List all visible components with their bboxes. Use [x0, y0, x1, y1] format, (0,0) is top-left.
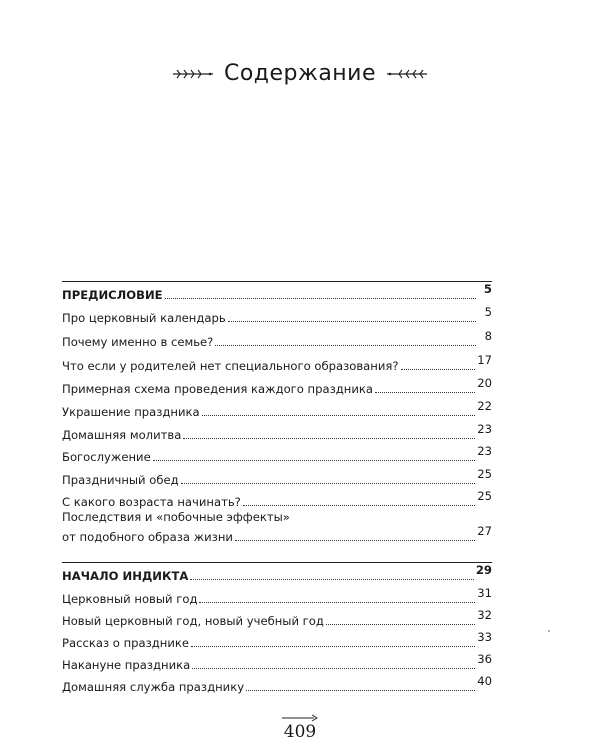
toc-entry[interactable] [62, 378, 492, 396]
toc-entry[interactable] [62, 469, 492, 487]
toc-page-number: 23 [477, 422, 492, 436]
toc-entry-second-row [62, 524, 492, 544]
toc-entry-title: Новый церковный год, новый учебный год [62, 614, 324, 628]
page-footer [0, 714, 600, 741]
dot-leader [199, 602, 475, 603]
dot-leader [191, 646, 475, 647]
page-number-flourish-icon [280, 714, 320, 722]
page-title: Содержание [223, 61, 377, 86]
toc-page-number: 29 [475, 563, 492, 577]
dot-leader [228, 321, 476, 322]
toc-page-number: 23 [477, 444, 492, 458]
left-sprig-ornament-icon [172, 68, 214, 80]
toc-entry[interactable] [62, 331, 492, 349]
dot-leader [246, 690, 475, 691]
toc-entry-title: Почему именно в семье? [62, 335, 214, 349]
toc-entry-title: Примерная схема проведения каждого праздника [62, 382, 373, 396]
toc-entry-title: Домашняя молитва [62, 428, 182, 442]
section-divider [62, 281, 492, 282]
page-title-area [0, 58, 600, 90]
toc-entry[interactable] [62, 676, 492, 694]
dot-leader [153, 460, 476, 461]
toc-entry[interactable] [62, 588, 492, 606]
section-divider [62, 562, 492, 563]
dot-leader [243, 505, 475, 506]
toc-page-number: 31 [477, 586, 492, 600]
toc-page-number: 8 [484, 329, 492, 343]
toc-page-number: 32 [477, 608, 492, 622]
dot-leader [215, 345, 476, 346]
toc-page-number: 25 [477, 467, 492, 481]
toc-section-heading[interactable] [62, 565, 492, 583]
dot-leader [192, 668, 475, 669]
toc-entry-title: Про церковный календарь [62, 311, 226, 325]
dot-leader [190, 579, 474, 580]
toc-entry-title: Рассказ о празднике [62, 636, 190, 650]
toc-page-number: 22 [477, 399, 492, 413]
toc-entry-title: Церковный новый год [62, 592, 198, 606]
dot-leader [401, 369, 476, 370]
toc-page-number: 36 [477, 652, 492, 666]
toc-entry-title: Украшение праздника [62, 405, 200, 419]
dot-leader [165, 298, 476, 299]
toc-page-number: 5 [483, 282, 492, 296]
toc-entry-title-line1: Последствия и «побочные эффекты» [62, 510, 290, 524]
toc-entry-title-line2: от подобного образа жизни [62, 530, 233, 544]
dot-leader [183, 438, 475, 439]
toc-entry[interactable] [62, 491, 492, 509]
scan-speck [548, 630, 550, 632]
toc-entry[interactable] [62, 424, 492, 442]
toc-page-number: 27 [477, 524, 492, 538]
dot-leader [181, 483, 476, 484]
toc-page-number: 20 [477, 376, 492, 390]
toc-section-title: НАЧАЛО ИНДИКТА [62, 569, 189, 583]
toc-section-heading[interactable] [62, 284, 492, 302]
toc-entry[interactable] [62, 355, 492, 373]
toc-entry[interactable] [62, 307, 492, 325]
toc-entry[interactable] [62, 610, 492, 628]
toc-entry[interactable] [62, 401, 492, 419]
toc-page-number: 40 [477, 674, 492, 688]
dot-leader [202, 415, 476, 416]
toc-entry-title: Богослужение [62, 450, 151, 464]
toc-entry-title: Накануне праздника [62, 658, 191, 672]
toc-entry[interactable] [62, 446, 492, 464]
toc-entry-multiline[interactable] [62, 510, 492, 544]
toc-page-number: 17 [477, 353, 492, 367]
toc-page-number: 25 [477, 489, 492, 503]
dot-leader [235, 540, 475, 541]
toc-section-title: ПРЕДИСЛОВИЕ [62, 288, 163, 302]
toc-entry-title: С какого возраста начинать? [62, 495, 241, 509]
dot-leader [326, 624, 475, 625]
toc-entry[interactable] [62, 654, 492, 672]
toc-entry[interactable] [62, 632, 492, 650]
toc-entry-title: Праздничный обед [62, 473, 179, 487]
page-number: 409 [283, 722, 317, 742]
toc-entry-title: Домашняя служба празднику [62, 680, 245, 694]
dot-leader [375, 392, 475, 393]
toc-entry-title: Что если у родителей нет специального образования? [62, 359, 399, 373]
toc-page-number: 33 [477, 630, 492, 644]
right-sprig-ornament-icon [386, 68, 428, 80]
toc-page-number: 5 [484, 305, 492, 319]
